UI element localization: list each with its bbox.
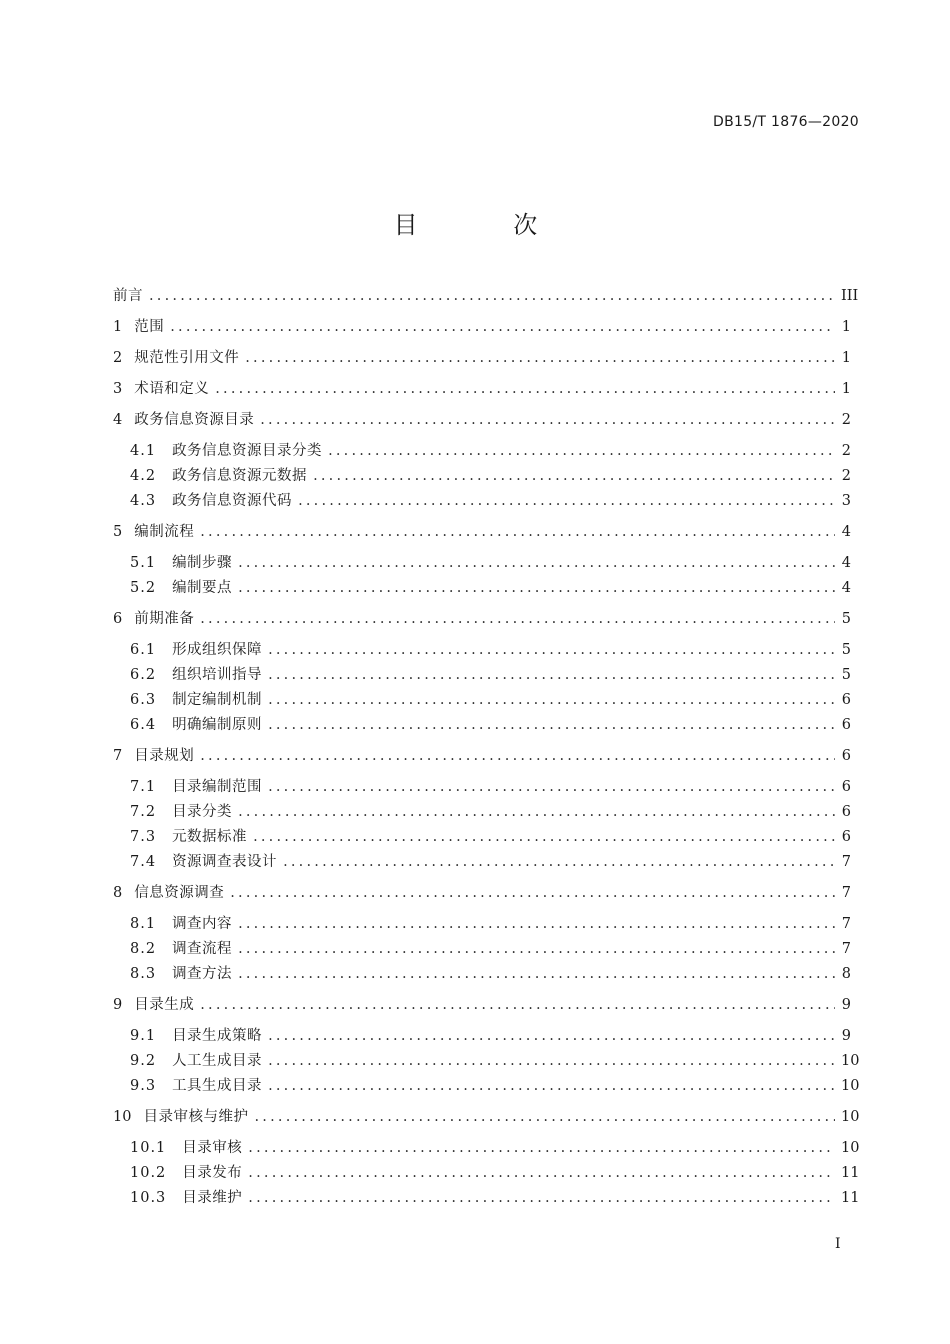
- toc-entry-page: 1: [841, 381, 851, 397]
- toc-entry[interactable]: [113, 914, 851, 934]
- toc-leader-dots: [328, 441, 835, 461]
- toc-entry-label: 编制流程: [134, 524, 195, 540]
- toc-entry[interactable]: [113, 466, 851, 486]
- toc-entry-label: 形成组织保障: [172, 642, 263, 658]
- toc-entry-label: 目录规划: [134, 748, 195, 764]
- toc-entry-number: 8: [113, 885, 123, 901]
- toc-entry-number: 6.1: [130, 642, 157, 658]
- toc-entry[interactable]: [113, 827, 851, 847]
- toc-entry-page: III: [841, 288, 859, 304]
- toc-entry-page: 8: [841, 966, 851, 982]
- toc-entry-number: 6: [113, 611, 123, 627]
- toc-entry-page: 5: [841, 611, 851, 627]
- toc-entry-label: 编制要点: [172, 580, 233, 596]
- page-title: 目 次: [393, 211, 582, 239]
- toc-entry[interactable]: [113, 317, 851, 337]
- toc-leader-dots: [268, 665, 835, 685]
- toc-leader-dots: [149, 286, 835, 306]
- table-of-contents: [113, 286, 860, 1208]
- toc-entry-number: 9.3: [130, 1078, 157, 1094]
- toc-leader-dots: [200, 995, 835, 1015]
- toc-entry-page: 9: [841, 997, 851, 1013]
- toc-entry-number: 7: [113, 748, 123, 764]
- toc-entry-page: 6: [841, 717, 851, 733]
- toc-entry-number: 9: [113, 997, 123, 1013]
- toc-entry[interactable]: [113, 640, 851, 660]
- toc-leader-dots: [248, 1138, 835, 1158]
- toc-entry[interactable]: [113, 883, 851, 903]
- toc-entry[interactable]: [113, 491, 851, 511]
- toc-entry[interactable]: [113, 1138, 860, 1158]
- toc-entry[interactable]: [113, 553, 851, 573]
- toc-entry-label: 目录审核与维护: [143, 1109, 249, 1125]
- toc-leader-dots: [200, 522, 835, 542]
- toc-entry-number: 7.2: [130, 804, 157, 820]
- toc-entry-label: 目录发布: [182, 1165, 243, 1181]
- toc-entry-page: 4: [841, 555, 851, 571]
- toc-entry[interactable]: [113, 410, 851, 430]
- toc-entry-page: 4: [841, 524, 851, 540]
- toc-entry[interactable]: [113, 746, 851, 766]
- toc-leader-dots: [215, 379, 835, 399]
- toc-entry-number: 8.3: [130, 966, 157, 982]
- toc-entry-number: 2: [113, 350, 123, 366]
- toc-leader-dots: [298, 491, 835, 511]
- toc-entry-page: 4: [841, 580, 851, 596]
- toc-entry-label: 前期准备: [134, 611, 195, 627]
- toc-entry-label: 组织培训指导: [172, 667, 263, 683]
- toc-entry[interactable]: [113, 995, 851, 1015]
- toc-leader-dots: [268, 690, 835, 710]
- toc-entry-label: 目录编制范围: [172, 779, 263, 795]
- toc-entry-number: 4.2: [130, 468, 157, 484]
- toc-entry-number: 7.4: [130, 854, 157, 870]
- toc-entry-label: 政务信息资源元数据: [172, 468, 308, 484]
- toc-entry[interactable]: [113, 777, 851, 797]
- toc-entry[interactable]: [113, 665, 851, 685]
- toc-entry-label: 术语和定义: [134, 381, 210, 397]
- toc-entry[interactable]: [113, 715, 851, 735]
- toc-entry-page: 1: [841, 319, 851, 335]
- toc-leader-dots: [313, 466, 835, 486]
- page-number: I: [835, 1236, 841, 1252]
- toc-leader-dots: [238, 553, 835, 573]
- toc-entry-page: 10: [841, 1078, 860, 1094]
- toc-entry-label: 目录生成: [134, 997, 195, 1013]
- toc-leader-dots: [283, 852, 835, 872]
- toc-entry-page: 5: [841, 642, 851, 658]
- toc-entry-page: 7: [841, 854, 851, 870]
- toc-entry-label: 编制步骤: [172, 555, 233, 571]
- toc-entry-page: 6: [841, 804, 851, 820]
- toc-entry-page: 6: [841, 829, 851, 845]
- toc-leader-dots: [253, 827, 835, 847]
- toc-leader-dots: [238, 578, 835, 598]
- toc-entry-page: 9: [841, 1028, 851, 1044]
- toc-leader-dots: [200, 609, 835, 629]
- toc-entry-page: 6: [841, 779, 851, 795]
- toc-entry-page: 7: [841, 885, 851, 901]
- toc-entry-label: 政务信息资源代码: [172, 493, 293, 509]
- toc-entry-page: 11: [841, 1190, 860, 1206]
- toc-entry-number: 9.1: [130, 1028, 157, 1044]
- toc-entry-number: 6.3: [130, 692, 157, 708]
- toc-entry[interactable]: [113, 939, 851, 959]
- toc-entry[interactable]: [113, 286, 859, 306]
- toc-entry-label: 目录分类: [172, 804, 233, 820]
- toc-entry-page: 1: [841, 350, 851, 366]
- toc-entry-number: 3: [113, 381, 123, 397]
- toc-entry[interactable]: [113, 1163, 860, 1183]
- toc-entry-label: 目录审核: [182, 1140, 243, 1156]
- toc-entry-number: 8.2: [130, 941, 157, 957]
- toc-entry[interactable]: [113, 1107, 860, 1127]
- toc-entry-label: 元数据标准: [172, 829, 248, 845]
- toc-leader-dots: [238, 914, 835, 934]
- toc-leader-dots: [200, 746, 835, 766]
- toc-entry[interactable]: [113, 964, 851, 984]
- toc-entry[interactable]: [113, 690, 851, 710]
- toc-entry[interactable]: [113, 441, 851, 461]
- toc-entry-label: 信息资源调查: [134, 885, 225, 901]
- toc-entry-number: 10.3: [130, 1190, 167, 1206]
- toc-entry-page: 2: [841, 443, 851, 459]
- toc-leader-dots: [170, 317, 835, 337]
- toc-entry-number: 6.2: [130, 667, 157, 683]
- toc-entry-page: 7: [841, 941, 851, 957]
- toc-leader-dots: [238, 802, 835, 822]
- toc-entry-number: 9.2: [130, 1053, 157, 1069]
- toc-entry[interactable]: [113, 578, 851, 598]
- toc-entry-number: 7.3: [130, 829, 157, 845]
- toc-entry-number: 5: [113, 524, 123, 540]
- toc-entry-label: 规范性引用文件: [134, 350, 240, 366]
- toc-leader-dots: [238, 964, 835, 984]
- toc-entry[interactable]: [113, 852, 851, 872]
- toc-entry-page: 10: [841, 1140, 860, 1156]
- toc-leader-dots: [260, 410, 835, 430]
- toc-entry-page: 10: [841, 1109, 860, 1125]
- toc-leader-dots: [268, 777, 835, 797]
- toc-leader-dots: [268, 715, 835, 735]
- toc-entry[interactable]: [113, 802, 851, 822]
- toc-leader-dots: [268, 1076, 835, 1096]
- toc-leader-dots: [254, 1107, 835, 1127]
- toc-entry-label: 前言: [113, 288, 143, 304]
- toc-entry-label: 政务信息资源目录: [134, 412, 255, 428]
- toc-entry-label: 明确编制原则: [172, 717, 263, 733]
- toc-entry-page: 6: [841, 692, 851, 708]
- toc-entry-label: 制定编制机制: [172, 692, 263, 708]
- toc-entry-number: 4: [113, 412, 123, 428]
- toc-entry-page: 2: [841, 468, 851, 484]
- toc-leader-dots: [248, 1163, 835, 1183]
- toc-entry-number: 4.1: [130, 443, 157, 459]
- toc-leader-dots: [230, 883, 835, 903]
- toc-entry[interactable]: [113, 348, 851, 368]
- toc-leader-dots: [268, 640, 835, 660]
- toc-entry-label: 人工生成目录: [172, 1053, 263, 1069]
- toc-entry-label: 调查内容: [172, 916, 233, 932]
- toc-entry[interactable]: [113, 1076, 860, 1096]
- toc-entry-page: 6: [841, 748, 851, 764]
- toc-entry-label: 资源调查表设计: [172, 854, 278, 870]
- toc-entry-number: 10: [113, 1109, 132, 1125]
- toc-entry[interactable]: [113, 1051, 860, 1071]
- toc-entry-number: 1: [113, 319, 123, 335]
- document-code: DB15/T 1876—2020: [713, 114, 859, 130]
- toc-entry-number: 10.1: [130, 1140, 167, 1156]
- toc-entry-page: 7: [841, 916, 851, 932]
- toc-entry[interactable]: [113, 379, 851, 399]
- toc-entry-page: 3: [841, 493, 851, 509]
- toc-leader-dots: [238, 939, 835, 959]
- toc-entry-number: 10.2: [130, 1165, 167, 1181]
- toc-entry-number: 5.1: [130, 555, 157, 571]
- toc-entry-label: 目录维护: [182, 1190, 243, 1206]
- toc-entry[interactable]: [113, 1026, 851, 1046]
- toc-entry-number: 4.3: [130, 493, 157, 509]
- toc-leader-dots: [268, 1051, 835, 1071]
- toc-entry-page: 10: [841, 1053, 860, 1069]
- toc-entry-label: 调查流程: [172, 941, 233, 957]
- toc-entry[interactable]: [113, 609, 851, 629]
- toc-entry-number: 8.1: [130, 916, 157, 932]
- toc-entry-page: 11: [841, 1165, 860, 1181]
- toc-leader-dots: [245, 348, 835, 368]
- toc-leader-dots: [248, 1188, 835, 1208]
- toc-entry-page: 2: [841, 412, 851, 428]
- toc-entry-label: 范围: [134, 319, 165, 335]
- toc-entry-label: 政务信息资源目录分类: [172, 443, 323, 459]
- toc-entry[interactable]: [113, 1188, 860, 1208]
- toc-entry-label: 目录生成策略: [172, 1028, 263, 1044]
- toc-entry-page: 5: [841, 667, 851, 683]
- toc-entry-number: 6.4: [130, 717, 157, 733]
- toc-entry-label: 工具生成目录: [172, 1078, 263, 1094]
- toc-entry-number: 7.1: [130, 779, 157, 795]
- toc-entry[interactable]: [113, 522, 851, 542]
- toc-entry-number: 5.2: [130, 580, 157, 596]
- toc-leader-dots: [268, 1026, 835, 1046]
- toc-entry-label: 调查方法: [172, 966, 233, 982]
